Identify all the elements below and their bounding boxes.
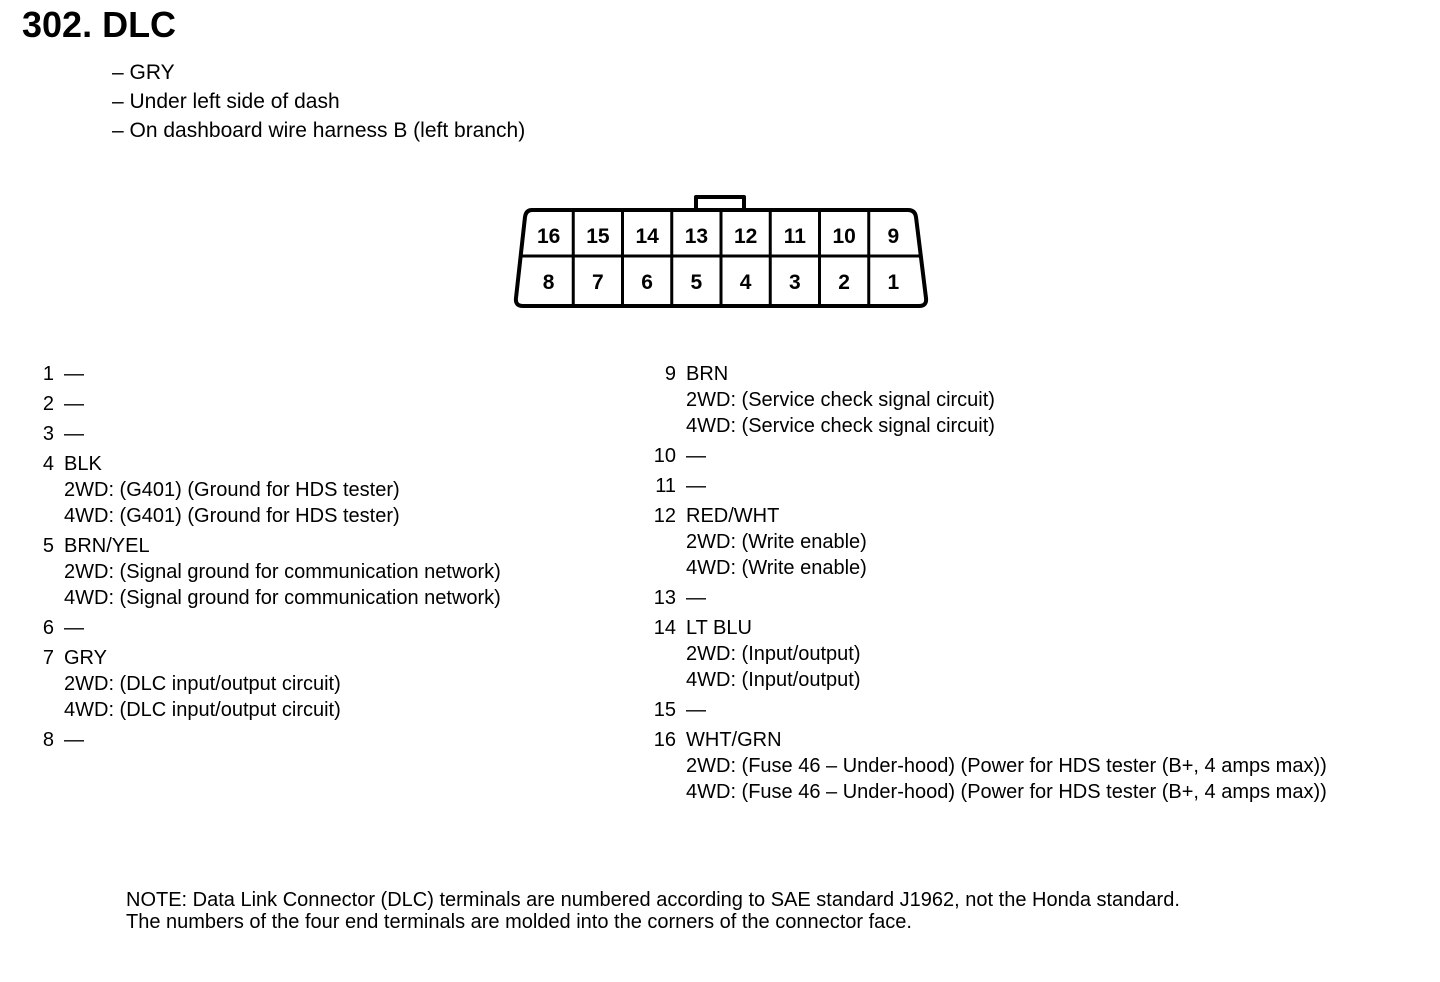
pin-wire-color: — [686, 475, 706, 497]
pin-list-left [36, 361, 501, 757]
pin-header [646, 473, 1327, 499]
pin-header [36, 361, 501, 387]
pin-entry [646, 697, 1327, 723]
pin-wire-color: BLK [64, 453, 102, 475]
pin-entry [646, 727, 1327, 805]
pin-description: 4WD: (Fuse 46 – Under-hood) (Power for HDS tester (B+, 4 amps max)) [686, 781, 1327, 803]
pin-header [36, 645, 501, 671]
pin-header [36, 451, 501, 477]
pin-wire-color: — [64, 423, 84, 445]
pin-description: 4WD: (Service check signal circuit) [686, 415, 995, 437]
pin-number: 12 [653, 505, 676, 527]
pin-description: 2WD: (Fuse 46 – Under-hood) (Power for HDS tester (B+, 4 amps max)) [686, 755, 1327, 777]
pin-wire-color: RED/WHT [686, 505, 780, 527]
pin-list-right [646, 361, 1327, 809]
info-line-location: – Under left side of dash [112, 90, 340, 113]
pin-header [36, 421, 501, 447]
pin-wire-color: — [686, 587, 706, 609]
pin-entry [36, 645, 501, 723]
pin-header [646, 503, 1327, 529]
pin-wire-color: GRY [64, 647, 107, 669]
terminal-number: 15 [586, 225, 610, 248]
pin-number: 11 [655, 475, 676, 497]
page-title: 302. DLC [22, 4, 177, 45]
connector-face [512, 194, 932, 314]
pin-entry [646, 585, 1327, 611]
terminal-number: 12 [733, 225, 758, 248]
terminal-number: 9 [887, 225, 900, 248]
pin-entry [646, 615, 1327, 693]
pin-header [646, 615, 1327, 641]
info-line-color: – GRY [112, 61, 175, 84]
pin-entry [36, 391, 501, 417]
pin-description: 4WD: (Signal ground for communication network) [64, 587, 501, 609]
pin-number: 4 [42, 453, 54, 475]
pin-wire-color: WHT/GRN [686, 729, 782, 751]
pin-description: 2WD: (DLC input/output circuit) [64, 673, 341, 695]
pin-entry [36, 533, 501, 611]
pin-entry [646, 361, 1327, 439]
pin-entry [646, 473, 1327, 499]
pin-header [646, 443, 1327, 469]
terminal-number: 11 [783, 225, 806, 248]
pin-number: 13 [653, 587, 676, 609]
pin-number: 10 [653, 445, 676, 467]
pin-wire-color: — [64, 363, 84, 385]
pin-description: 4WD: (DLC input/output circuit) [64, 699, 341, 721]
pin-number: 8 [42, 729, 54, 751]
terminal-number: 6 [641, 271, 653, 294]
pin-wire-color: — [64, 617, 84, 639]
pin-wire-color: — [64, 393, 84, 415]
dlc-connector-diagram [512, 194, 932, 319]
pin-header [646, 727, 1327, 753]
terminal-number: 16 [536, 225, 561, 248]
pin-number: 14 [653, 617, 676, 639]
pin-wire-color: — [686, 445, 706, 467]
pin-wire-color: — [64, 729, 84, 751]
pin-entry [646, 443, 1327, 469]
pin-entry [36, 421, 501, 447]
pin-description: 4WD: (Input/output) [686, 669, 861, 691]
pin-entry [646, 503, 1327, 581]
pin-number: 2 [42, 393, 54, 415]
pin-number: 15 [653, 699, 676, 721]
pin-wire-color: BRN [686, 363, 729, 385]
pin-entry [36, 451, 501, 529]
pin-description: 2WD: (Signal ground for communication network) [64, 561, 501, 583]
pin-wire-color: — [686, 699, 706, 721]
terminal-number: 13 [684, 225, 709, 248]
pin-entry [36, 361, 501, 387]
pin-entry [36, 727, 501, 753]
terminal-number: 2 [838, 271, 850, 294]
terminal-number: 4 [739, 271, 752, 294]
pin-header [36, 391, 501, 417]
terminal-number: 7 [592, 271, 604, 294]
terminal-number: 14 [635, 225, 659, 248]
terminal-number: 5 [690, 271, 703, 294]
pin-wire-color: LT BLU [686, 617, 752, 639]
pin-description: 2WD: (G401) (Ground for HDS tester) [64, 479, 400, 501]
pin-number: 16 [653, 729, 676, 751]
pin-number: 5 [42, 535, 54, 557]
terminal-number: 10 [832, 225, 856, 248]
pin-description: 4WD: (Write enable) [686, 557, 867, 579]
pin-number: 9 [664, 363, 676, 385]
pin-number: 3 [42, 423, 54, 445]
note [126, 889, 1180, 933]
pin-header [36, 727, 501, 753]
terminal-number: 3 [789, 271, 801, 294]
pin-description: 2WD: (Service check signal circuit) [686, 389, 995, 411]
pin-description: 2WD: (Input/output) [686, 643, 861, 665]
pin-description: 2WD: (Write enable) [686, 531, 867, 553]
pin-number: 1 [42, 363, 54, 385]
pin-header [646, 361, 1327, 387]
note-line-2: The numbers of the four end terminals are molded into the corners of the connector face. [126, 911, 912, 933]
pin-entry [36, 615, 501, 641]
info-line-harness: – On dashboard wire harness B (left branch) [112, 119, 526, 142]
pin-wire-color: BRN/YEL [64, 535, 150, 557]
note-line-1: NOTE: Data Link Connector (DLC) terminals are numbered according to SAE standard J1962, not the Honda standard. [126, 889, 1180, 911]
pin-number: 7 [42, 647, 54, 669]
terminal-number: 8 [542, 271, 555, 294]
pin-header [646, 585, 1327, 611]
connector-info [112, 58, 525, 145]
pin-header [36, 615, 501, 641]
terminal-number: 1 [887, 271, 900, 294]
pin-header [646, 697, 1327, 723]
pin-header [36, 533, 501, 559]
pin-number: 6 [42, 617, 54, 639]
pin-description: 4WD: (G401) (Ground for HDS tester) [64, 505, 400, 527]
